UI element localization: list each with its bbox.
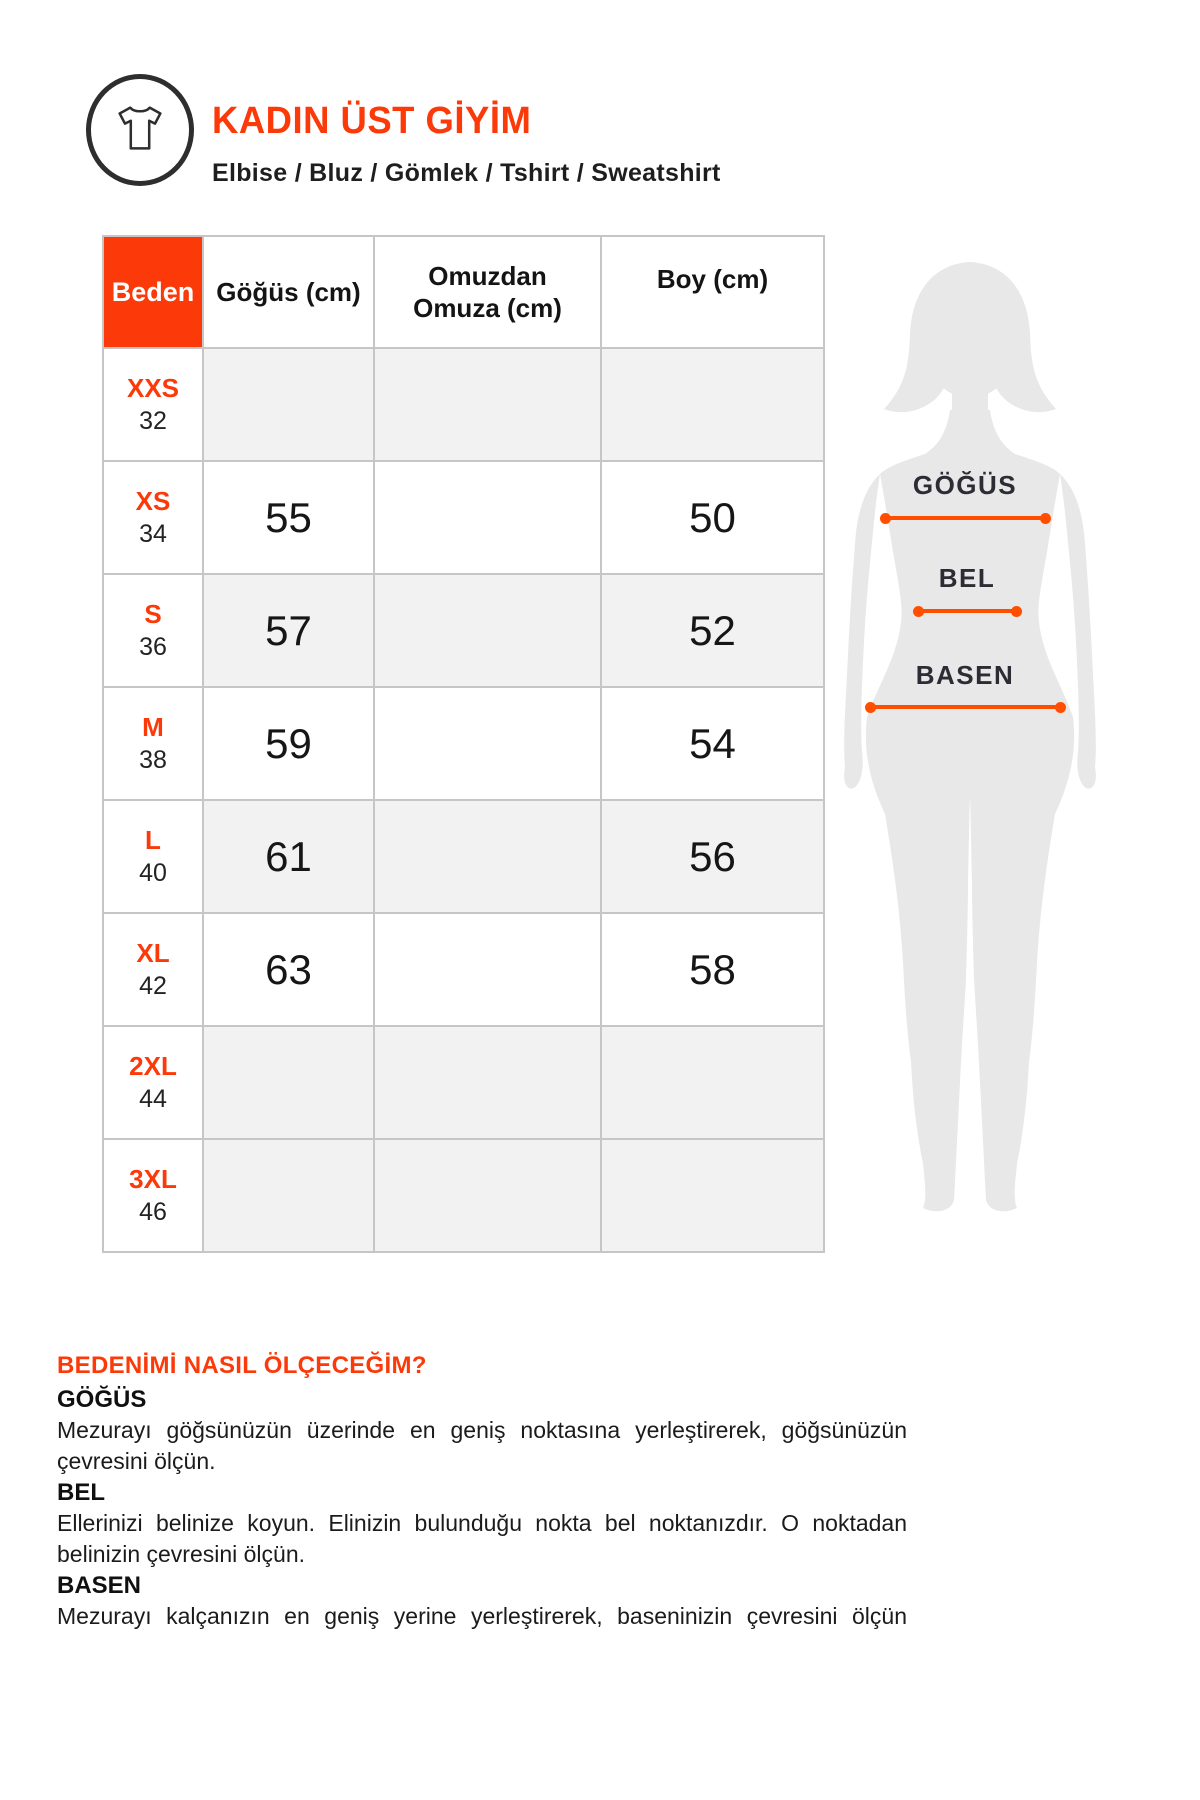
chest-section-line: Mezurayı göğsünüzün üzerinde en geniş noktasına yerleştirerek, göğsünüzün	[57, 1417, 907, 1443]
tshirt-icon	[109, 97, 171, 164]
hip-section-line: Mezurayı kalçanızın en geniş yerine yerleştirerek, baseninizin çevresini ölçün	[57, 1603, 907, 1629]
chest-section-heading: GÖĞÜS	[57, 1386, 147, 1413]
size-label: M	[142, 712, 164, 742]
size-label: XS	[135, 486, 171, 516]
size-cell	[103, 348, 203, 461]
size-label: XXS	[126, 373, 180, 403]
length-value	[601, 1026, 824, 1139]
length-value: 54	[601, 687, 824, 800]
size-cell	[103, 913, 203, 1026]
how-to-title: BEDENİMİ NASIL ÖLÇECEĞİM?	[57, 1352, 427, 1379]
how-to-measure-section	[57, 1350, 907, 1632]
col-header-length: Boy (cm)	[601, 236, 824, 348]
length-value: 50	[601, 461, 824, 574]
size-cell	[103, 461, 203, 574]
chest-value	[203, 1139, 374, 1252]
shoulder-value	[374, 1139, 601, 1252]
length-value: 58	[601, 913, 824, 1026]
waist-label: BEL	[938, 563, 996, 593]
size-number: 34	[139, 520, 167, 548]
chest-value	[203, 348, 374, 461]
waist-arrow	[916, 609, 1019, 613]
chest-value: 59	[203, 687, 374, 800]
size-number: 38	[139, 746, 167, 774]
chest-value: 57	[203, 574, 374, 687]
col-header-chest: Göğüs (cm)	[203, 236, 374, 348]
table-row	[103, 1026, 824, 1139]
table-header-row	[103, 236, 824, 348]
chest-arrow	[883, 516, 1048, 520]
table-row	[103, 913, 824, 1026]
chest-label: GÖĞÜS	[912, 470, 1018, 500]
page-title: KADIN ÜST GİYİM	[212, 100, 532, 142]
hip-arrow	[868, 705, 1063, 709]
shoulder-value	[374, 913, 601, 1026]
size-table	[102, 235, 825, 1253]
shoulder-value	[374, 574, 601, 687]
table-row	[103, 800, 824, 913]
table-row	[103, 574, 824, 687]
length-value: 56	[601, 800, 824, 913]
size-cell	[103, 574, 203, 687]
size-label: S	[144, 599, 162, 629]
size-cell	[103, 800, 203, 913]
size-number: 44	[139, 1085, 167, 1113]
size-label: XL	[136, 938, 170, 968]
size-number: 40	[139, 859, 167, 887]
shoulder-value	[374, 800, 601, 913]
shoulder-value	[374, 687, 601, 800]
table-row	[103, 461, 824, 574]
chest-section-line: çevresini ölçün.	[57, 1448, 216, 1474]
col-header-shoulder: Omuzdan Omuza (cm)	[374, 236, 601, 348]
length-value	[601, 348, 824, 461]
waist-section-line: belinizin çevresini ölçün.	[57, 1541, 306, 1567]
chest-value: 55	[203, 461, 374, 574]
page-subtitle: Elbise / Bluz / Gömlek / Tshirt / Sweatshirt	[212, 159, 721, 187]
col-header-size: Beden	[103, 236, 203, 348]
size-label: 3XL	[129, 1164, 177, 1194]
size-cell	[103, 1026, 203, 1139]
size-cell	[103, 1139, 203, 1252]
length-value: 52	[601, 574, 824, 687]
size-number: 32	[139, 407, 167, 435]
table-row	[103, 348, 824, 461]
size-cell	[103, 687, 203, 800]
hip-label: BASEN	[915, 660, 1015, 690]
size-number: 36	[139, 633, 167, 661]
table-row	[103, 1139, 824, 1252]
table-row	[103, 687, 824, 800]
shoulder-value	[374, 1026, 601, 1139]
size-label: 2XL	[129, 1051, 177, 1081]
length-value	[601, 1139, 824, 1252]
chest-value: 61	[203, 800, 374, 913]
waist-section-line: Ellerinizi belinize koyun. Elinizin bulunduğu nokta bel noktanızdır. O noktadan	[57, 1510, 907, 1536]
size-number: 42	[139, 972, 167, 1000]
shoulder-value	[374, 348, 601, 461]
hip-section-heading: BASEN	[57, 1572, 142, 1599]
brand-badge	[86, 74, 194, 186]
size-number: 46	[139, 1198, 167, 1226]
chest-value	[203, 1026, 374, 1139]
waist-section-heading: BEL	[57, 1479, 105, 1506]
size-label: L	[145, 825, 161, 855]
woman-silhouette-icon	[815, 262, 1125, 1217]
chest-value: 63	[203, 913, 374, 1026]
shoulder-value	[374, 461, 601, 574]
